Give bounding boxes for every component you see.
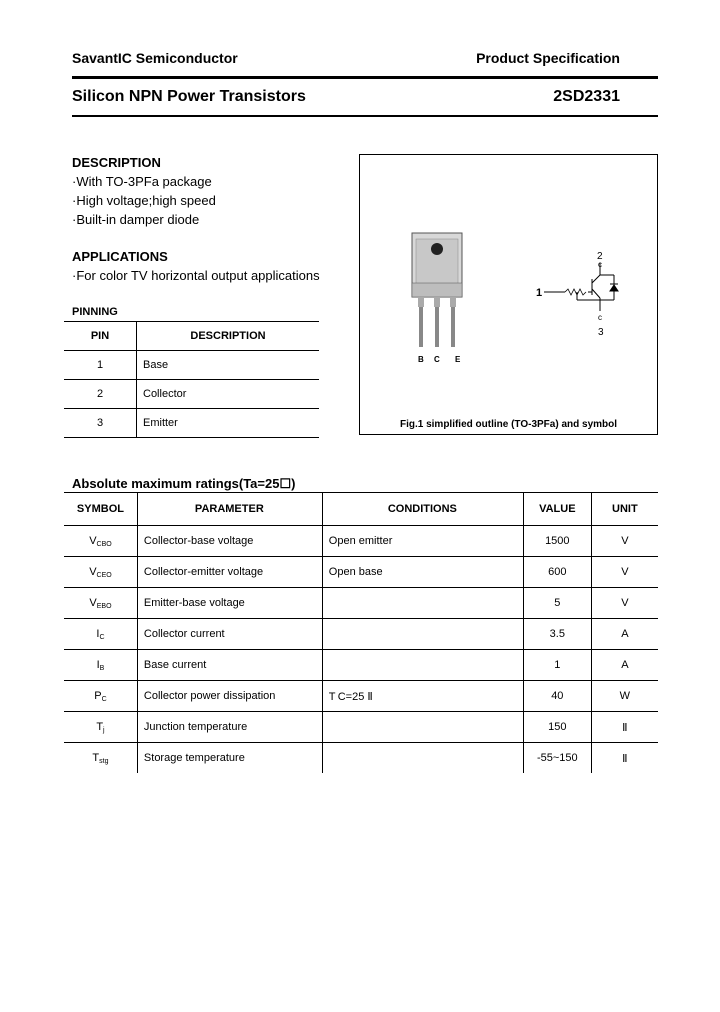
- document-type: Product Specification: [476, 50, 620, 66]
- parameter-cell: Collector current: [137, 619, 322, 650]
- symbol-main: T: [92, 751, 100, 764]
- package-base: [412, 283, 462, 297]
- table-header-row: [64, 493, 658, 526]
- description-heading: DESCRIPTION: [72, 155, 161, 170]
- conditions-cell: T C=25 Ⅱ: [322, 681, 523, 712]
- table-row: [64, 526, 658, 557]
- symbol-subscript: CBO: [96, 540, 112, 548]
- figure-box: [359, 154, 658, 435]
- pin-description: Emitter: [137, 409, 320, 438]
- unit-cell: V: [591, 557, 658, 588]
- unit-cell: A: [591, 650, 658, 681]
- unit-cell: A: [591, 619, 658, 650]
- description-item: ·Built-in damper diode: [72, 212, 200, 227]
- symbol-main: V: [89, 565, 97, 578]
- value-cell: 1500: [523, 526, 591, 557]
- symbol-c-label: c: [598, 313, 602, 322]
- parameter-cell: Base current: [137, 650, 322, 681]
- table-row: [64, 619, 658, 650]
- value-cell: -55~150: [523, 743, 591, 774]
- part-number: 2SD2331: [553, 88, 620, 105]
- parameter-cell: Collector-emitter voltage: [137, 557, 322, 588]
- value-cell: 1: [523, 650, 591, 681]
- symbol-main: I: [96, 627, 100, 640]
- symbol-cell: [64, 526, 137, 557]
- unit-cell: V: [591, 588, 658, 619]
- column-header: PIN: [64, 322, 137, 351]
- pin-description: Collector: [137, 380, 320, 409]
- pin-number: 3: [64, 409, 137, 438]
- unit-cell: V: [591, 526, 658, 557]
- symbol-cell: [64, 650, 137, 681]
- mounting-hole: [431, 243, 443, 255]
- conditions-cell: [322, 650, 523, 681]
- symbol-pin-2: 2: [597, 251, 603, 262]
- symbol-cell: [64, 681, 137, 712]
- pin-description: Base: [137, 351, 320, 380]
- symbol-cell: [64, 712, 137, 743]
- parameter-cell: Collector power dissipation: [137, 681, 322, 712]
- parameter-cell: Storage temperature: [137, 743, 322, 774]
- value-cell: 150: [523, 712, 591, 743]
- symbol-pin-1: 1: [536, 287, 543, 299]
- column-header: DESCRIPTION: [137, 322, 320, 351]
- column-header: UNIT: [591, 493, 658, 526]
- applications-item: ·For color TV horizontal output applications: [72, 268, 320, 283]
- pin-number: 1: [64, 351, 137, 380]
- table-row: [64, 681, 658, 712]
- column-header: PARAMETER: [137, 493, 322, 526]
- conditions-cell: [322, 743, 523, 774]
- value-cell: 600: [523, 557, 591, 588]
- ratings-heading: Absolute maximum ratings(Ta=25☐): [72, 476, 296, 491]
- table-row: [64, 588, 658, 619]
- table-row: [64, 743, 658, 774]
- symbol-c-label: c: [598, 260, 602, 269]
- symbol-pin-3: 3: [598, 327, 604, 338]
- symbol-subscript: CEO: [96, 571, 112, 579]
- value-cell: 5: [523, 588, 591, 619]
- symbol-subscript: C: [101, 695, 107, 703]
- symbol-subscript: EBO: [96, 602, 112, 610]
- header-divider: [72, 76, 658, 79]
- table-row: [64, 712, 658, 743]
- parameter-cell: Junction temperature: [137, 712, 322, 743]
- transistor-symbol-icon: [544, 263, 618, 311]
- column-header: SYMBOL: [64, 493, 137, 526]
- value-cell: 3.5: [523, 619, 591, 650]
- conditions-cell: [322, 619, 523, 650]
- conditions-cell: Open emitter: [322, 526, 523, 557]
- symbol-subscript: j: [103, 726, 105, 734]
- lead-c: [435, 307, 439, 347]
- package-outline-figure: [360, 155, 657, 415]
- symbol-cell: [64, 743, 137, 774]
- conditions-cell: [322, 712, 523, 743]
- symbol-cell: [64, 588, 137, 619]
- symbol-subscript: C: [99, 633, 105, 641]
- document-title: Silicon NPN Power Transistors: [72, 88, 306, 105]
- description-item: ·With TO-3PFa package: [72, 174, 212, 189]
- pinning-heading: PINNING: [72, 306, 118, 318]
- symbol-cell: [64, 619, 137, 650]
- symbol-main: P: [94, 689, 102, 702]
- table-header-row: [64, 322, 319, 351]
- unit-cell: Ⅱ: [591, 743, 658, 774]
- company-name: SavantIC Semiconductor: [72, 50, 238, 66]
- lead-shoulder: [450, 297, 456, 307]
- parameter-cell: Collector-base voltage: [137, 526, 322, 557]
- table-row: [64, 557, 658, 588]
- conditions-cell: [322, 588, 523, 619]
- value-cell: 40: [523, 681, 591, 712]
- table-row: [64, 650, 658, 681]
- description-item: ·High voltage;high speed: [72, 193, 216, 208]
- lead-label-e: E: [455, 355, 461, 364]
- ratings-table: [64, 492, 658, 773]
- symbol-main: V: [89, 596, 97, 609]
- figure-caption: Fig.1 simplified outline (TO-3PFa) and symbol: [399, 419, 618, 430]
- column-header: VALUE: [523, 493, 591, 526]
- pin-number: 2: [64, 380, 137, 409]
- parameter-cell: Emitter-base voltage: [137, 588, 322, 619]
- lead-label-c: C: [434, 355, 440, 364]
- symbol-main: V: [89, 534, 97, 547]
- unit-cell: W: [591, 681, 658, 712]
- symbol-main: T: [96, 720, 104, 733]
- symbol-main: I: [96, 658, 100, 671]
- lead-shoulder: [434, 297, 440, 307]
- unit-cell: Ⅱ: [591, 712, 658, 743]
- table-row: [64, 351, 319, 380]
- lead-label-b: B: [418, 355, 424, 364]
- lead-e: [451, 307, 455, 347]
- pinning-table: [64, 321, 319, 438]
- symbol-cell: [64, 557, 137, 588]
- conditions-cell: Open base: [322, 557, 523, 588]
- symbol-subscript: B: [99, 664, 105, 672]
- column-header: CONDITIONS: [322, 493, 523, 526]
- symbol-subscript: stg: [99, 757, 109, 765]
- title-divider: [72, 115, 658, 117]
- lead-shoulder: [418, 297, 424, 307]
- applications-heading: APPLICATIONS: [72, 249, 168, 264]
- table-row: [64, 409, 319, 438]
- lead-b: [419, 307, 423, 347]
- table-row: [64, 380, 319, 409]
